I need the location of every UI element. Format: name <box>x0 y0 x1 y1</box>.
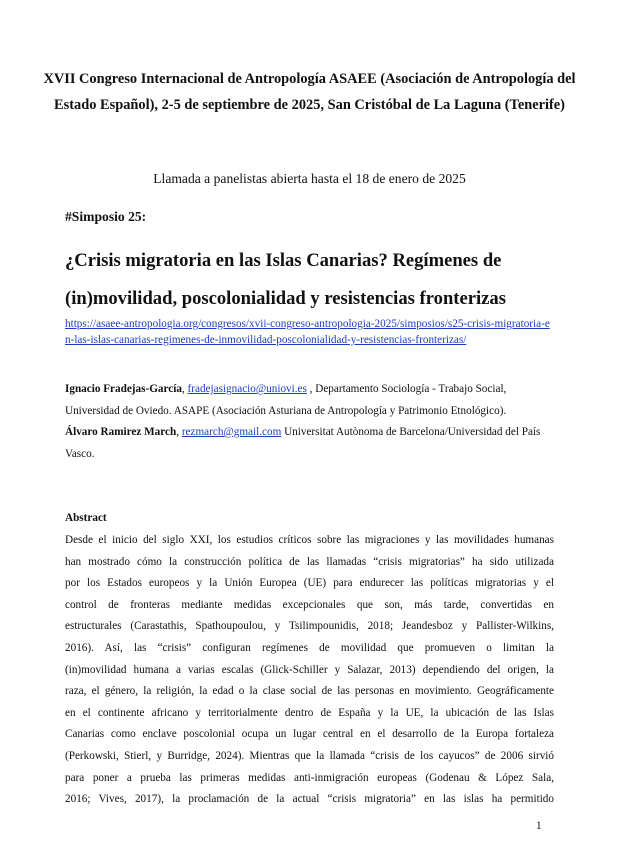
author-email-2[interactable]: rezmarch@gmail.com <box>181 426 282 438</box>
author-name-2: Álvaro Ramirez March <box>65 426 177 438</box>
page-number: 1 <box>536 820 542 832</box>
abstract-line: (in)movilidad humana a varias escalas (Glick-Schiller y Salazar, 2013) dependiendo del origen, la <box>65 663 554 676</box>
author-name-1: Ignacio Fradejas-García <box>65 383 182 395</box>
abstract-line: para poner a prueba las primeras medidas anti-inmigración europeas (Godenau & López Sala, <box>65 771 554 784</box>
abstract-heading: Abstract <box>65 512 107 524</box>
abstract-body <box>65 530 554 811</box>
symposium-title: ¿Crisis migratoria en las Islas Canarias? Regímenes de (in)movilidad, poscolonialidad y resistencias fronterizas <box>65 250 506 309</box>
abstract-line: control de fronteras mediante medidas excepcionales que son, más tarde, convertidas en <box>65 598 554 611</box>
symposium-link[interactable]: https://asaee-antropologia.org/congresos/xvii-congreso-antropologia-2025/simposios/s25-crisis-migratoria-en-las-islas-canarias-regimenes-de-inmovilidad-poscolonialidad-y-resistencias-fronterizas/ <box>65 318 550 346</box>
call-for-panelists: Llamada a panelistas abierta hasta el 18 de enero de 2025 <box>153 171 466 186</box>
abstract-line: en el continente africano y territorialmente dentro de España y la UE, la ubicación de las Islas <box>65 706 554 719</box>
abstract-line: 2016; Vives, 2017), la proclamación de la actual “crisis migratoria” en las islas ha permitido <box>65 793 554 806</box>
symposium-label: #Simposio 25: <box>65 209 147 224</box>
abstract-line: Canarias como enclave poscolonial ocupa un lugar central en el desarrollo de la Europa fortaleza <box>65 728 554 741</box>
author-affiliation-1: , Departamento Sociología - Trabajo Social, Universidad de Oviedo. ASAPE (Asociación Asturiana de Antropología y Patrimonio Etnológico). <box>65 383 507 417</box>
author-affiliation-2: Universitat Autònoma de Barcelona/Universidad del País Vasco. <box>65 426 541 460</box>
abstract-line: (Perkowski, Stierl, y Burridge, 2024). Mientras que la llamada “crisis de los cayucos” de 2006 sirvió <box>65 749 554 762</box>
abstract-line: Desde el inicio del siglo XXI, los estudios críticos sobre las migraciones y las movilidades humanas <box>65 534 554 546</box>
abstract-line: por los Estados europeos y la Unión Europea (UE) para endurecer las políticas migratorias y el <box>65 577 554 590</box>
conference-title: XVII Congreso Internacional de Antropología ASAEE (Asociación de Antropología del Estado Español), 2-5 de septiembre de 2025, San Cristóbal de La Laguna (Tenerife) <box>43 71 576 113</box>
abstract-line: raza, el género, la religión, la edad o la clase social de las personas en movimiento. Geográficamente <box>65 685 554 698</box>
abstract-line: han mostrado cómo la construcción política de las llamadas “crisis migratorias” ha sido utilizada <box>65 555 554 568</box>
abstract-line: estructurales (Carastathis, Spathoupoulou, y Tsilimpounidis, 2018; Jeandesboz y Pallister-Wilkins, <box>65 620 554 633</box>
abstract-line: 2016). Así, las “crisis” configuran regímenes de movilidad que promueven o limitan la <box>65 641 554 654</box>
author-email-1[interactable]: fradejasignacio@uniovi.es <box>187 383 307 395</box>
authors-block: Ignacio Fradejas-García, fradejasignacio@uniovi.es , Departamento Sociología - Trabajo Social, Universidad de Oviedo. ASAPE (Asociación Asturiana de Antropología y Patrimonio Etnológico). Álvaro Ramirez March, rezmarch@gmail.com Universitat Autònoma de Barcelona/Universidad del País Vasco. <box>65 383 541 460</box>
